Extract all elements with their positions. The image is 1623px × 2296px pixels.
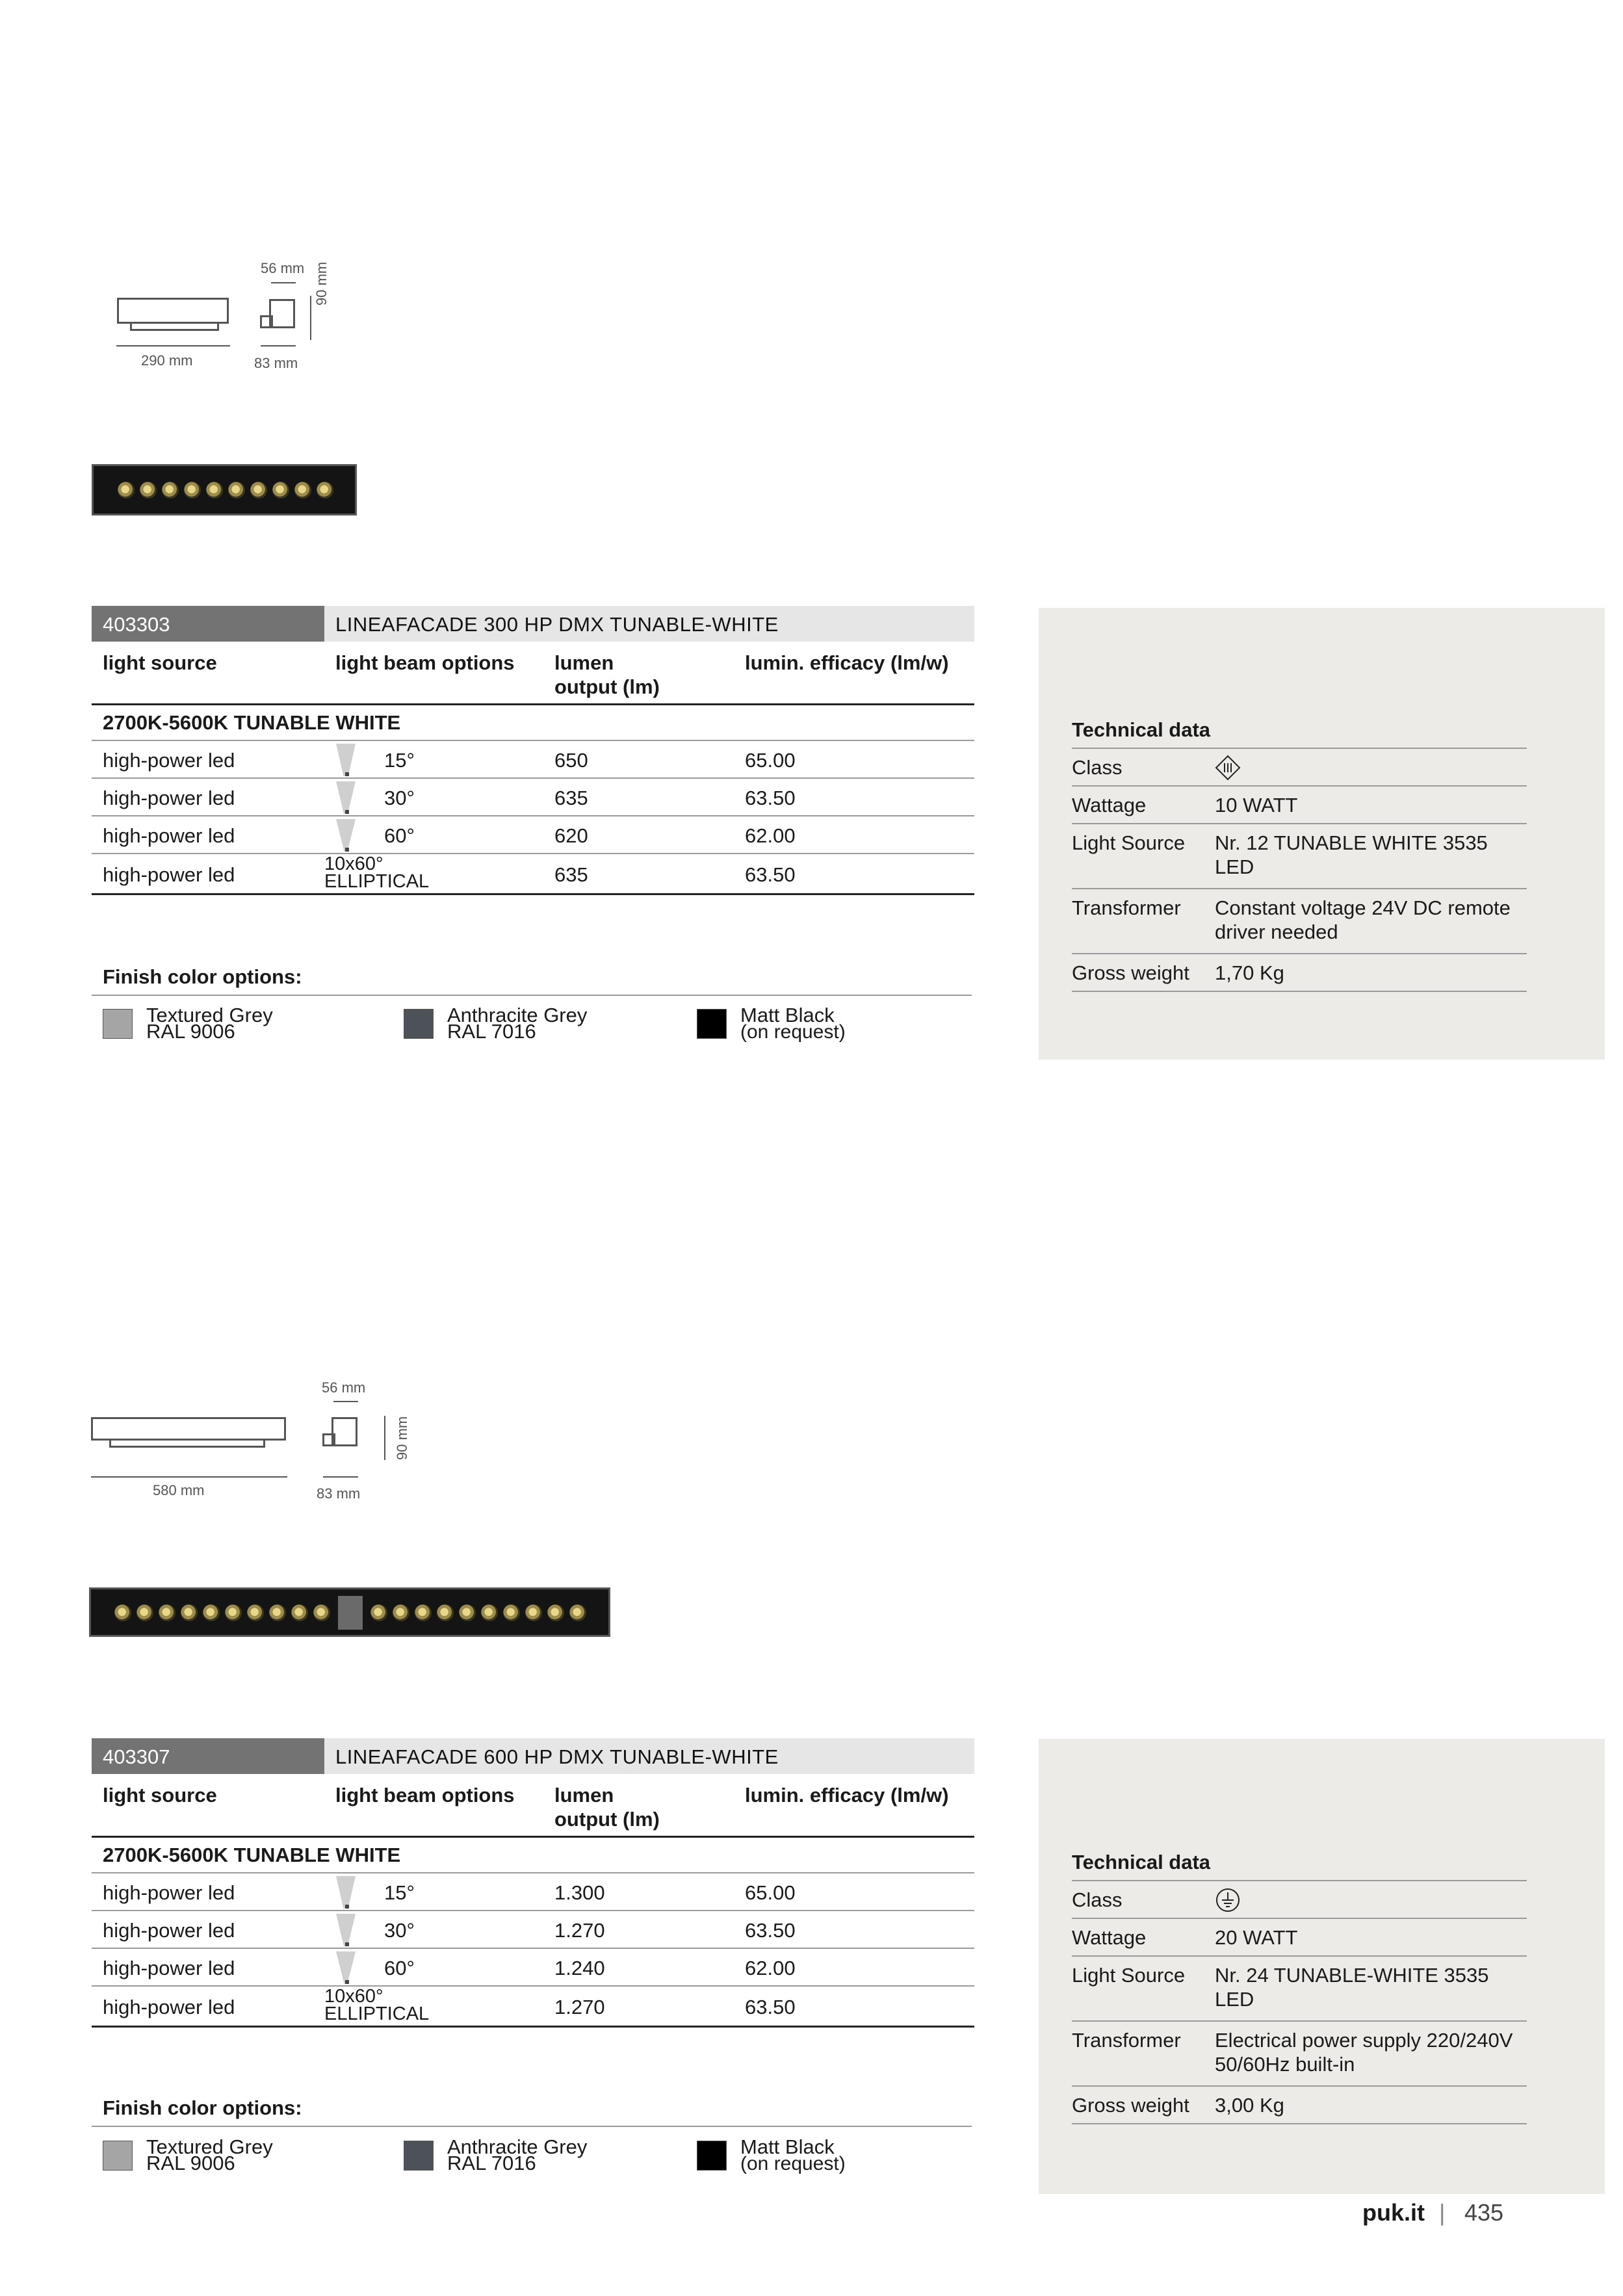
- technical-data-panel: [1039, 1739, 1605, 2194]
- tech-row-class: Class: [1072, 1880, 1527, 1919]
- tech-row-transformer: Transformer Constant voltage 24V DC remote driver needed: [1072, 888, 1527, 954]
- finish-title: Finish color options:: [103, 2096, 302, 2119]
- side-view: [91, 1417, 286, 1441]
- tech-row-wattage: Wattage 10 WATT: [1072, 785, 1527, 824]
- swatch-matt-black: [697, 1009, 727, 1039]
- dim-length: 290 mm: [141, 352, 193, 369]
- dim-depth: 83 mm: [317, 1485, 361, 1502]
- beam-elliptical: 10x60° ELLIPTICAL: [324, 1986, 430, 2024]
- table-row: high-power led 60° 620 62.00: [92, 816, 974, 854]
- swatch-label: Matt Black (on request): [740, 2135, 846, 2174]
- dim-width: 56 mm: [261, 260, 305, 276]
- swatch-anthracite-grey: [404, 2141, 434, 2171]
- table-row: high-power led 15° 650 65.00: [92, 741, 974, 779]
- page-number: 435: [1464, 2199, 1504, 2226]
- header-lumen: lumen output (lm): [554, 1784, 660, 1831]
- header-efficacy: lumin. efficacy (lm/w): [745, 651, 949, 674]
- table-header: [92, 1774, 974, 1838]
- dim-depth: 83 mm: [254, 355, 298, 371]
- side-view: [117, 298, 229, 324]
- earth-ground-icon: [1215, 1887, 1241, 1913]
- swatch-matt-black: [697, 2141, 727, 2171]
- beam-elliptical: 10x60° ELLIPTICAL: [324, 854, 430, 892]
- beam-15-icon: [336, 1876, 356, 1909]
- dim-width: 56 mm: [322, 1379, 366, 1396]
- header-beam: light beam options: [335, 1784, 515, 1807]
- header-lumen: lumen output (lm): [554, 651, 660, 698]
- tech-row-weight: Gross weight 1,70 Kg: [1072, 953, 1527, 992]
- beam-60-icon: [336, 819, 356, 852]
- beam-60-icon: [336, 1951, 356, 1984]
- product-photo: [89, 1587, 610, 1637]
- product-name: LINEAFACADE 600 HP DMX TUNABLE-WHITE: [324, 1738, 974, 1774]
- swatch-textured-grey: [103, 2141, 133, 2171]
- group-row: 2700K-5600K TUNABLE WHITE: [92, 1836, 974, 1873]
- tech-row-light-source: Light Source Nr. 24 TUNABLE-WHITE 3535 LED: [1072, 1955, 1527, 2022]
- beam-30-icon: [336, 781, 356, 814]
- beam-30-icon: [336, 1914, 356, 1946]
- swatch-label: Anthracite Grey RAL 7016: [447, 2135, 588, 2174]
- tech-row-transformer: Transformer Electrical power supply 220/240V 50/60Hz built-in: [1072, 2020, 1527, 2087]
- swatch-textured-grey: [103, 1009, 133, 1039]
- finish-options: [92, 965, 976, 1050]
- beam-15-icon: [336, 744, 356, 776]
- tech-row-class: Class: [1072, 748, 1527, 787]
- table-header: [92, 642, 974, 705]
- swatch-label: Matt Black (on request): [740, 1004, 846, 1043]
- tech-row-weight: Gross weight 3,00 Kg: [1072, 2085, 1527, 2124]
- swatch-label: Anthracite Grey RAL 7016: [447, 1004, 588, 1043]
- table-title-bar: [92, 1738, 974, 1774]
- header-light-source: light source: [103, 651, 217, 674]
- swatch-label: Textured Grey RAL 9006: [146, 2135, 273, 2174]
- product-name: LINEAFACADE 300 HP DMX TUNABLE-WHITE: [324, 606, 974, 642]
- end-view: [331, 1417, 357, 1446]
- product-code: 403303: [92, 606, 324, 642]
- tech-title: Technical data: [1072, 718, 1211, 741]
- end-view: [269, 299, 295, 328]
- product-photo: [92, 464, 357, 515]
- product-table: [92, 1738, 974, 2044]
- header-beam: light beam options: [335, 651, 515, 674]
- footer-site-link[interactable]: puk.it: [1362, 2199, 1425, 2226]
- table-row: high-power led 30° 1.270 63.50: [92, 1911, 974, 1949]
- tech-row-light-source: Light Source Nr. 12 TUNABLE WHITE 3535 LED: [1072, 823, 1527, 889]
- product-code: 403307: [92, 1738, 324, 1774]
- table-row: high-power led 15° 1.300 65.00: [92, 1873, 974, 1911]
- header-efficacy: lumin. efficacy (lm/w): [745, 1784, 949, 1807]
- finish-options: [92, 2096, 976, 2181]
- table-row: high-power led 10x60° ELLIPTICAL 635 63.50: [92, 854, 974, 895]
- tech-row-wattage: Wattage 20 WATT: [1072, 1918, 1527, 1957]
- product-table: [92, 606, 974, 911]
- swatch-anthracite-grey: [404, 1009, 434, 1039]
- footer-separator: |: [1439, 2199, 1446, 2226]
- class-iii-icon: [1215, 755, 1241, 781]
- table-title-bar: [92, 606, 974, 642]
- table-row: high-power led 60° 1.240 62.00: [92, 1949, 974, 1987]
- table-row: high-power led 10x60° ELLIPTICAL 1.270 63.50: [92, 1987, 974, 2028]
- technical-data-panel: [1039, 608, 1605, 1060]
- group-row: 2700K-5600K TUNABLE WHITE: [92, 703, 974, 741]
- header-light-source: light source: [103, 1784, 217, 1807]
- table-row: high-power led 30° 635 63.50: [92, 779, 974, 816]
- dim-height: 90 mm: [313, 261, 330, 306]
- swatch-label: Textured Grey RAL 9006: [146, 1004, 273, 1043]
- tech-title: Technical data: [1072, 1851, 1211, 1873]
- finish-title: Finish color options:: [103, 965, 302, 988]
- dim-length: 580 mm: [153, 1482, 205, 1498]
- dim-height: 90 mm: [394, 1416, 410, 1460]
